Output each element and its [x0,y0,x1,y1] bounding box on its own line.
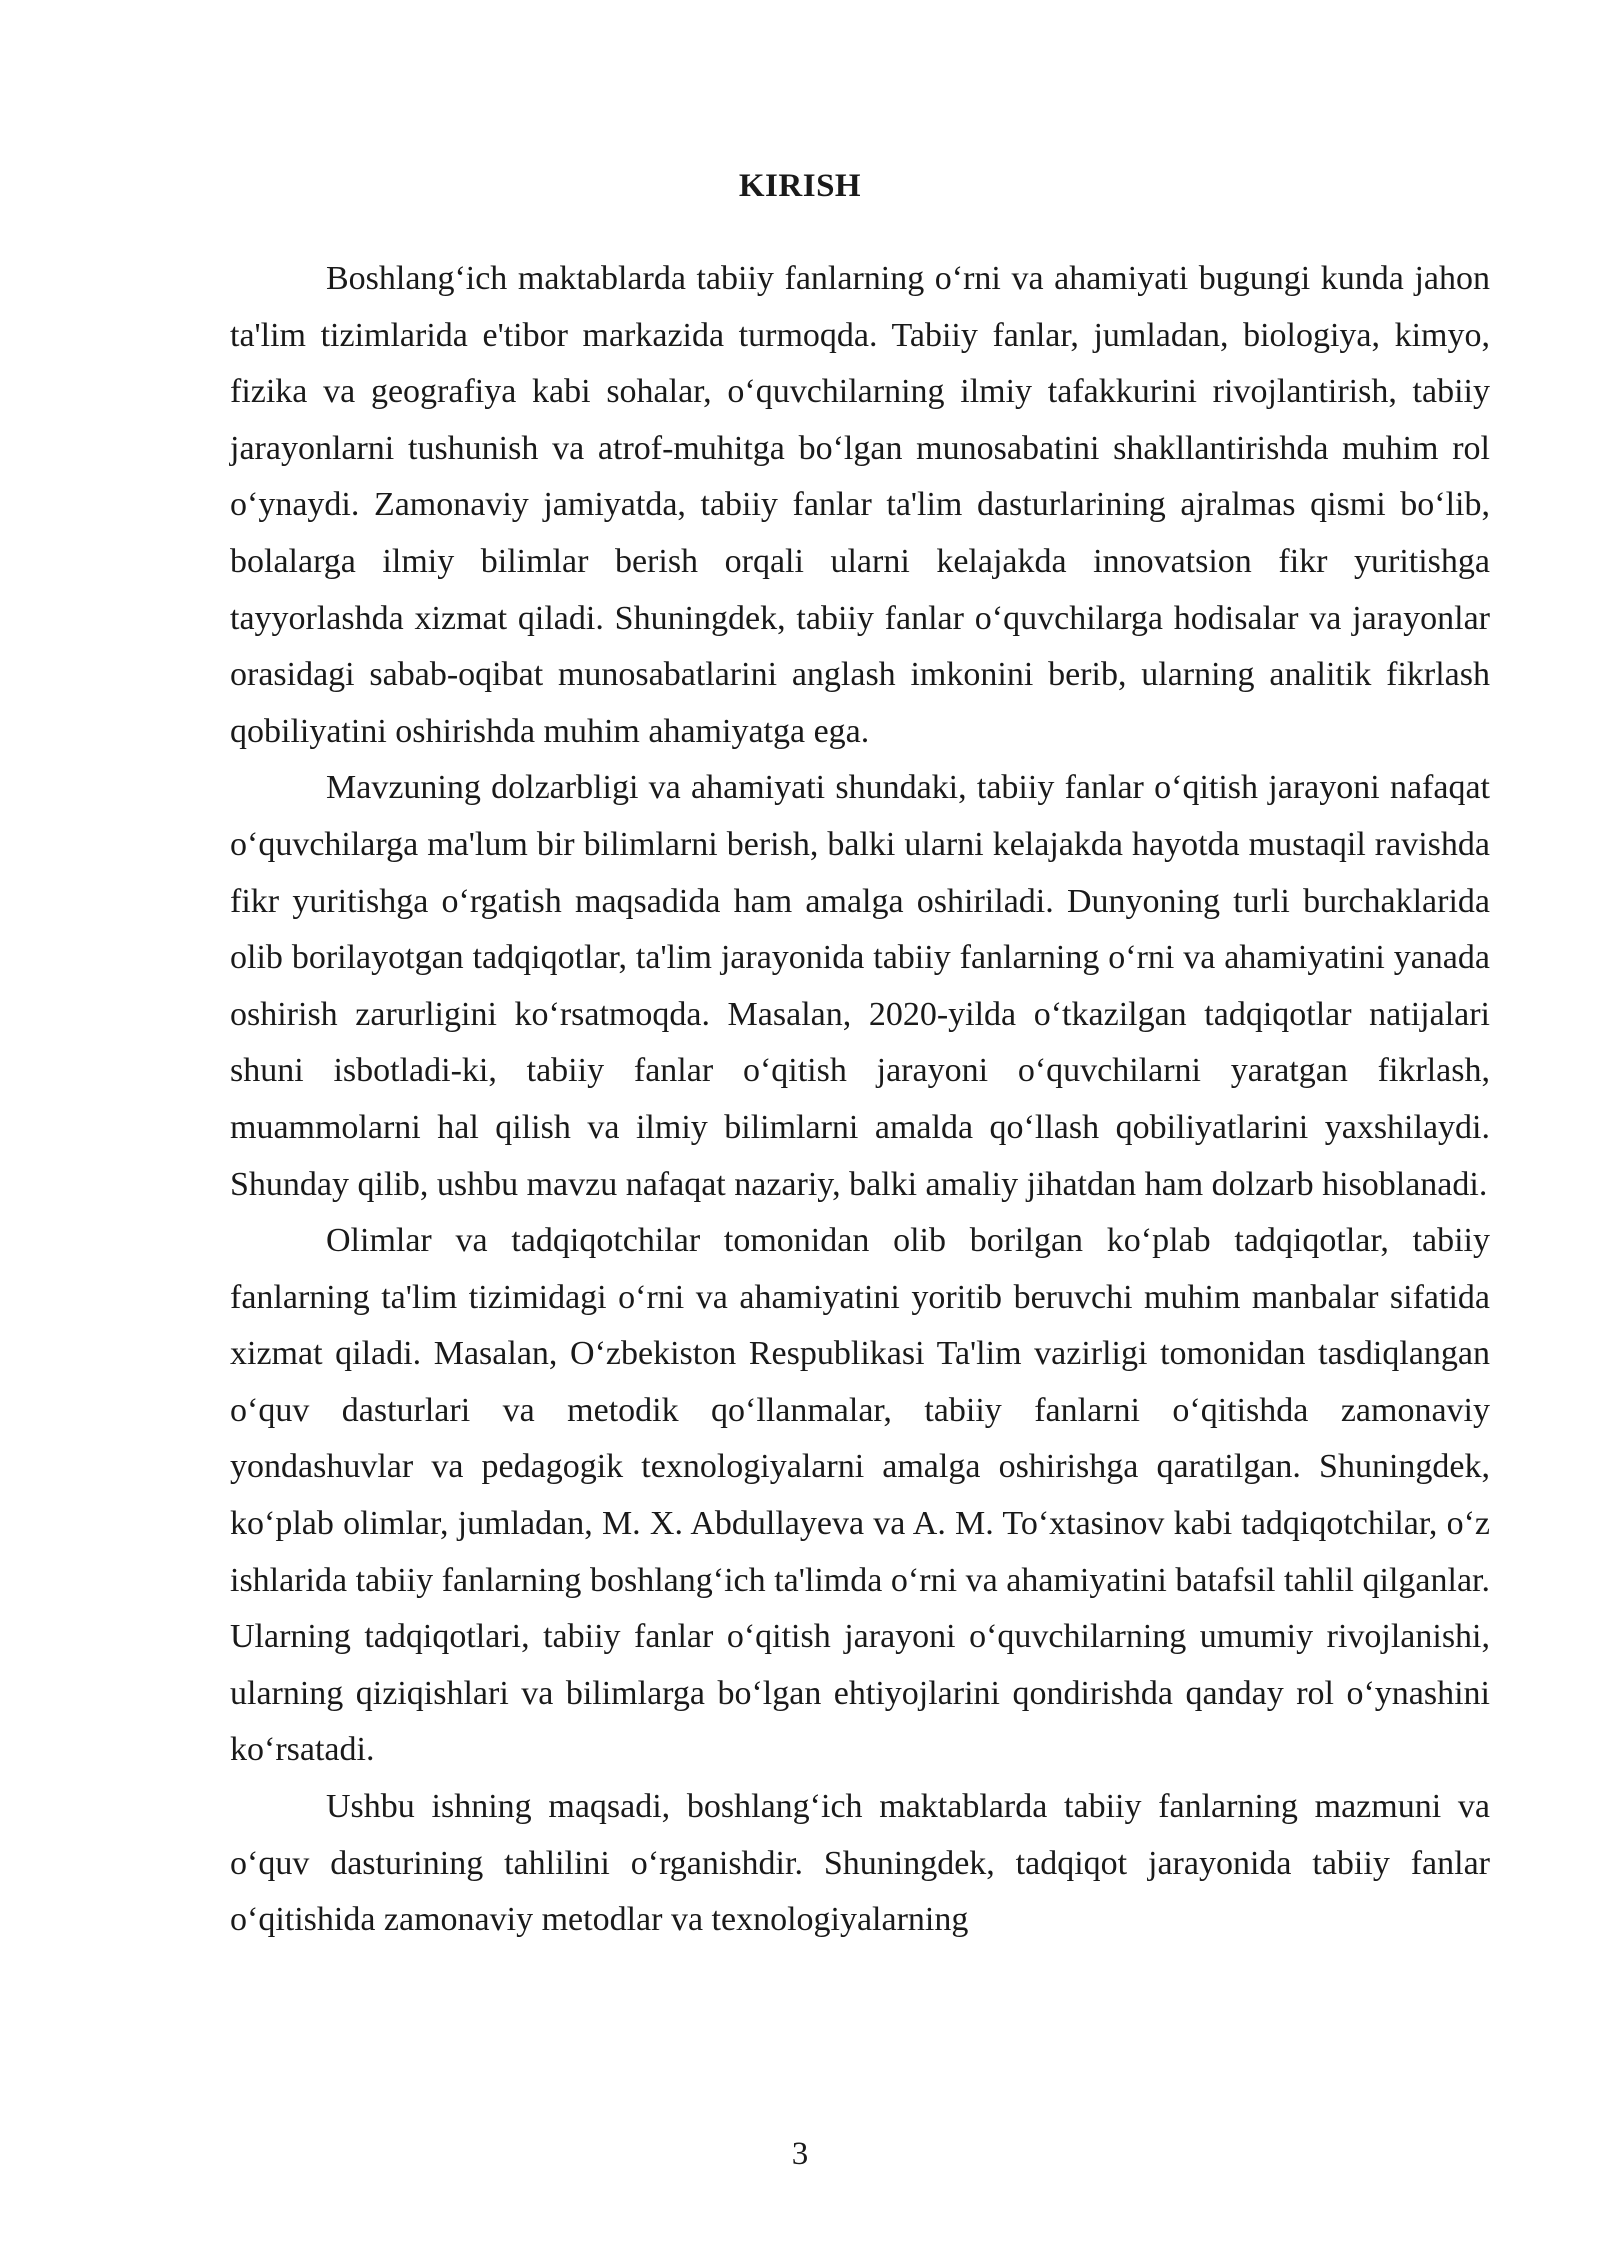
section-title: KIRISH [738,168,862,204]
paragraph-3: Olimlar va tadqiqotchilar tomonidan olib borilgan ko‘plab tadqiqotlar, tabiiy fanlarning ta'lim tizimidagi o‘rni va ahamiyatini yoritib beruvchi muhim manbalar sifatida xizmat qiladi. Masalan, O‘zbekiston Respublikasi Ta'lim vazirligi tomonidan tasdiqlangan o‘quv dasturlari va metodik qo‘llanmalar, tabiiy fanlarni o‘qitishda zamonaviy yondashuvlar va pedagogik texnologiyalarni amalga oshirishga qaratilgan. Shuningdek, ko‘plab olimlar, jumladan, M. X. Abdullayeva va A. M. To‘xtasinov kabi tadqiqotchilar, o‘z ishlarida tabiiy fanlarning boshlang‘ich ta'limda o‘rni va ahamiyatini batafsil tahlil qilganlar. Ularning tadqiqotlari, tabiiy fanlar o‘qitish jarayoni o‘quvchilarning umumiy rivojlanishi, ularning qiziqishlari va bilimlarga bo‘lgan ehtiyojlarini qondirishda qanday rol o‘ynashini ko‘rsatadi. [230,1222,1490,1769]
body-text [230,251,1490,1949]
paragraph-2: Mavzuning dolzarbligi va ahamiyati shundaki, tabiiy fanlar o‘qitish jarayoni nafaqat o‘quvchilarga ma'lum bir bilimlarni berish, balki ularni kelajakda hayotda mustaqil ravishda fikr yuritishga o‘rgatish maqsadida ham amalga oshiriladi. Dunyoning turli burchaklarida olib borilayotgan tadqiqotlar, ta'lim jarayonida tabiiy fanlarning o‘rni va ahamiyatini yanada oshirish zarurligini ko‘rsatmoqda. Masalan, 2020-yilda o‘tkazilgan tadqiqotlar natijalari shuni isbotladi-ki, tabiiy fanlar o‘qitish jarayoni o‘quvchilarni yaratgan fikrlash, muammolarni hal qilish va ilmiy bilimlarni amalda qo‘llash qobiliyatlarini yaxshilaydi. Shunday qilib, ushbu mavzu nafaqat nazariy, balki amaliy jihatdan ham dolzarb hisoblanadi. [230,769,1490,1203]
page-number: 3 [791,2136,809,2172]
paragraph-4: Ushbu ishning maqsadi, boshlang‘ich maktablarda tabiiy fanlarning mazmuni va o‘quv dasturining tahlilini o‘rganishdir. Shuningdek, tadqiqot jarayonida tabiiy fanlar o‘qitishida zamonaviy metodlar va texnologiyalarning [230,1788,1490,1939]
paragraph-1: Boshlang‘ich maktablarda tabiiy fanlarning o‘rni va ahamiyati bugungi kunda jahon ta'lim tizimlarida e'tibor markazida turmoqda. Tabiiy fanlar, jumladan, biologiya, kimyo, fizika va geografiya kabi sohalar, o‘quvchilarning ilmiy tafakkurini rivojlantirish, tabiiy jarayonlarni tushunish va atrof-muhitga bo‘lgan munosabatini shakllantirishda muhim rol o‘ynaydi. Zamonaviy jamiyatda, tabiiy fanlar ta'lim dasturlarining ajralmas qismi bo‘lib, bolalarga ilmiy bilimlar berish orqali ularni kelajakda innovatsion fikr yuritishga tayyorlashda xizmat qiladi. Shuningdek, tabiiy fanlar o‘quvchilarga hodisalar va jarayonlar orasidagi sabab-oqibat munosabatlarini anglash imkonini berib, ularning analitik fikrlash qobiliyatini oshirishda muhim ahamiyatga ega. [230,260,1490,750]
